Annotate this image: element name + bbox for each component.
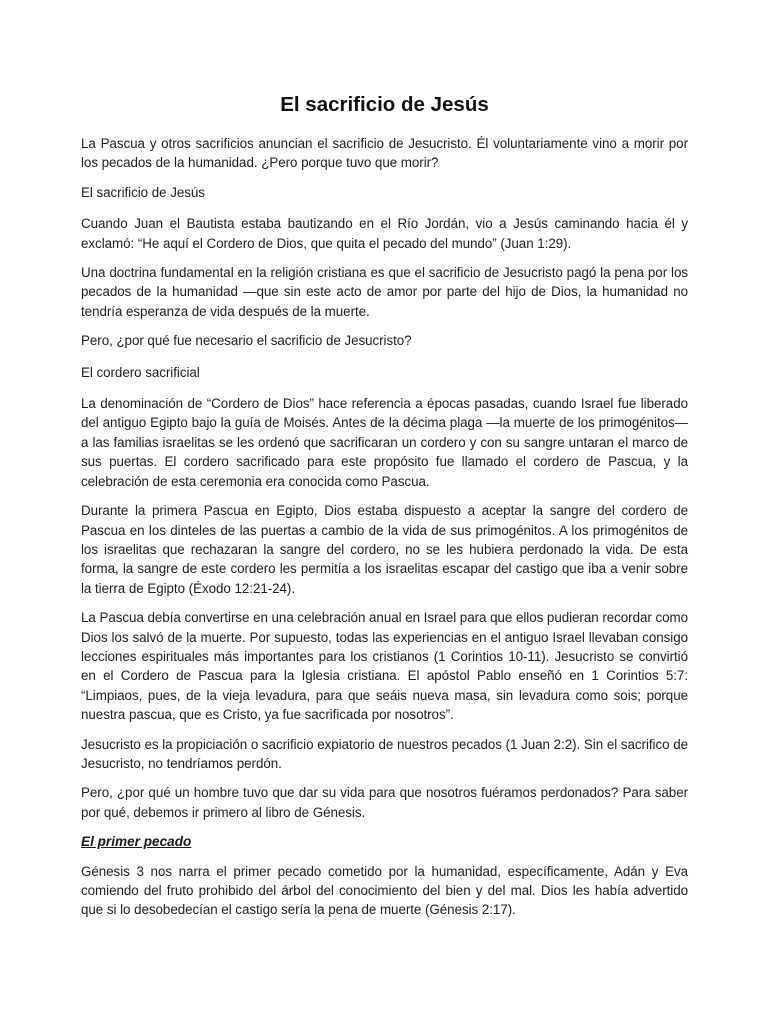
paragraph-heading-sacrificio: El sacrificio de Jesús [81, 184, 205, 200]
document-title: El sacrificio de Jesús [280, 93, 489, 116]
paragraph-pregunta: Pero, ¿por qué fue necesario el sacrificio de Jesucristo? [81, 333, 412, 349]
subheading-primer-pecado: El primer pecado [81, 834, 192, 850]
paragraph-genesis-3: Génesis 3 nos narra el primer pecado cometido por la humanidad, específicamente, Adán y Eva comiendo del fruto prohibido del árbol del conocimiento del bien y del mal. Dios les había advertido que si lo desobedecían el castigo sería la pena de muerte (Génesis 2:17). [81, 863, 688, 918]
paragraph-propiciacion: Jesucristo es la propiciación o sacrificio expiatorio de nuestros pecados (1 Juan 2:2). Sin el sacrifico de Jesucristo, no tendríamos perdón. [81, 736, 688, 771]
paragraph-doctrina: Una doctrina fundamental en la religión cristiana es que el sacrificio de Jesucristo pagó la pena por los pecados de la humanidad —que sin este acto de amor por parte del hijo de Dios, la humanidad no tendría esperanza de vida después de la muerte. [81, 265, 688, 319]
paragraph-intro: La Pascua y otros sacrificios anuncian el sacrificio de Jesucristo. Él voluntariamente vino a morir por los pecados de la humanidad. ¿Pero porque tuvo que morir? [81, 136, 688, 171]
paragraph-genesis-intro: Pero, ¿por qué un hombre tuvo que dar su vida para que nosotros fuéramos perdonados? Para saber por qué, debemos ir primero al libro de Génesis. [81, 785, 688, 820]
paragraph-primera-pascua: Durante la primera Pascua en Egipto, Dios estaba dispuesto a aceptar la sangre del cordero de Pascua en los dinteles de las puertas a cambio de la vida de sus primogénitos. A los primogénitos de los israelitas que rechazaran la sangre del cordero, no se les hubiera perdonado la vida. De esta forma, la sangre de este cordero les permitía a los israelitas escapar del castigo que iba a venir sobre la tierra de Egipto (Éxodo 12:21-24). [81, 503, 688, 596]
paragraph-celebracion-anual: La Pascua debía convertirse en una celebración anual en Israel para que ellos pudieran recordar como Dios los salvó de la muerte. Por supuesto, todas las experiencias en el antiguo Israel llevaban consigo lecciones espirituales más importantes para los cristianos (1 Corintios 10-11). Jesucristo se convirtió en el Cordero de Pascua para la Iglesia cristiana. El apóstol Pablo enseñó en 1 Corintios 5:7: “Limpiaos, pues, de la vieja levadura, para que seáis nueva masa, sin levadura como sois; porque nuestra pascua, que es Cristo, ya fue sacrificada por nosotros”. [81, 610, 688, 723]
paragraph-heading-cordero: El cordero sacrificial [81, 364, 200, 380]
paragraph-juan-bautista: Cuando Juan el Bautista estaba bautizando en el Río Jordán, vio a Jesús caminando hacia él y exclamó: “He aquí el Cordero de Dios, que quita el pecado del mundo” (Juan 1:29). [81, 216, 688, 251]
paragraph-denominacion: La denominación de “Cordero de Dios” hace referencia a épocas pasadas, cuando Israel fue liberado del antiguo Egipto bajo la guía de Moisés. Antes de la décima plaga —la muerte de los primogénitos— a las familias israelitas se les ordenó que sacrificaran un cordero y con su sangre untaran el marco de sus puertas. El cordero sacrificado para este propósito fue llamado el cordero de Pascua, y la celebración de esta ceremonia era conocida como Pascua. [81, 396, 688, 489]
